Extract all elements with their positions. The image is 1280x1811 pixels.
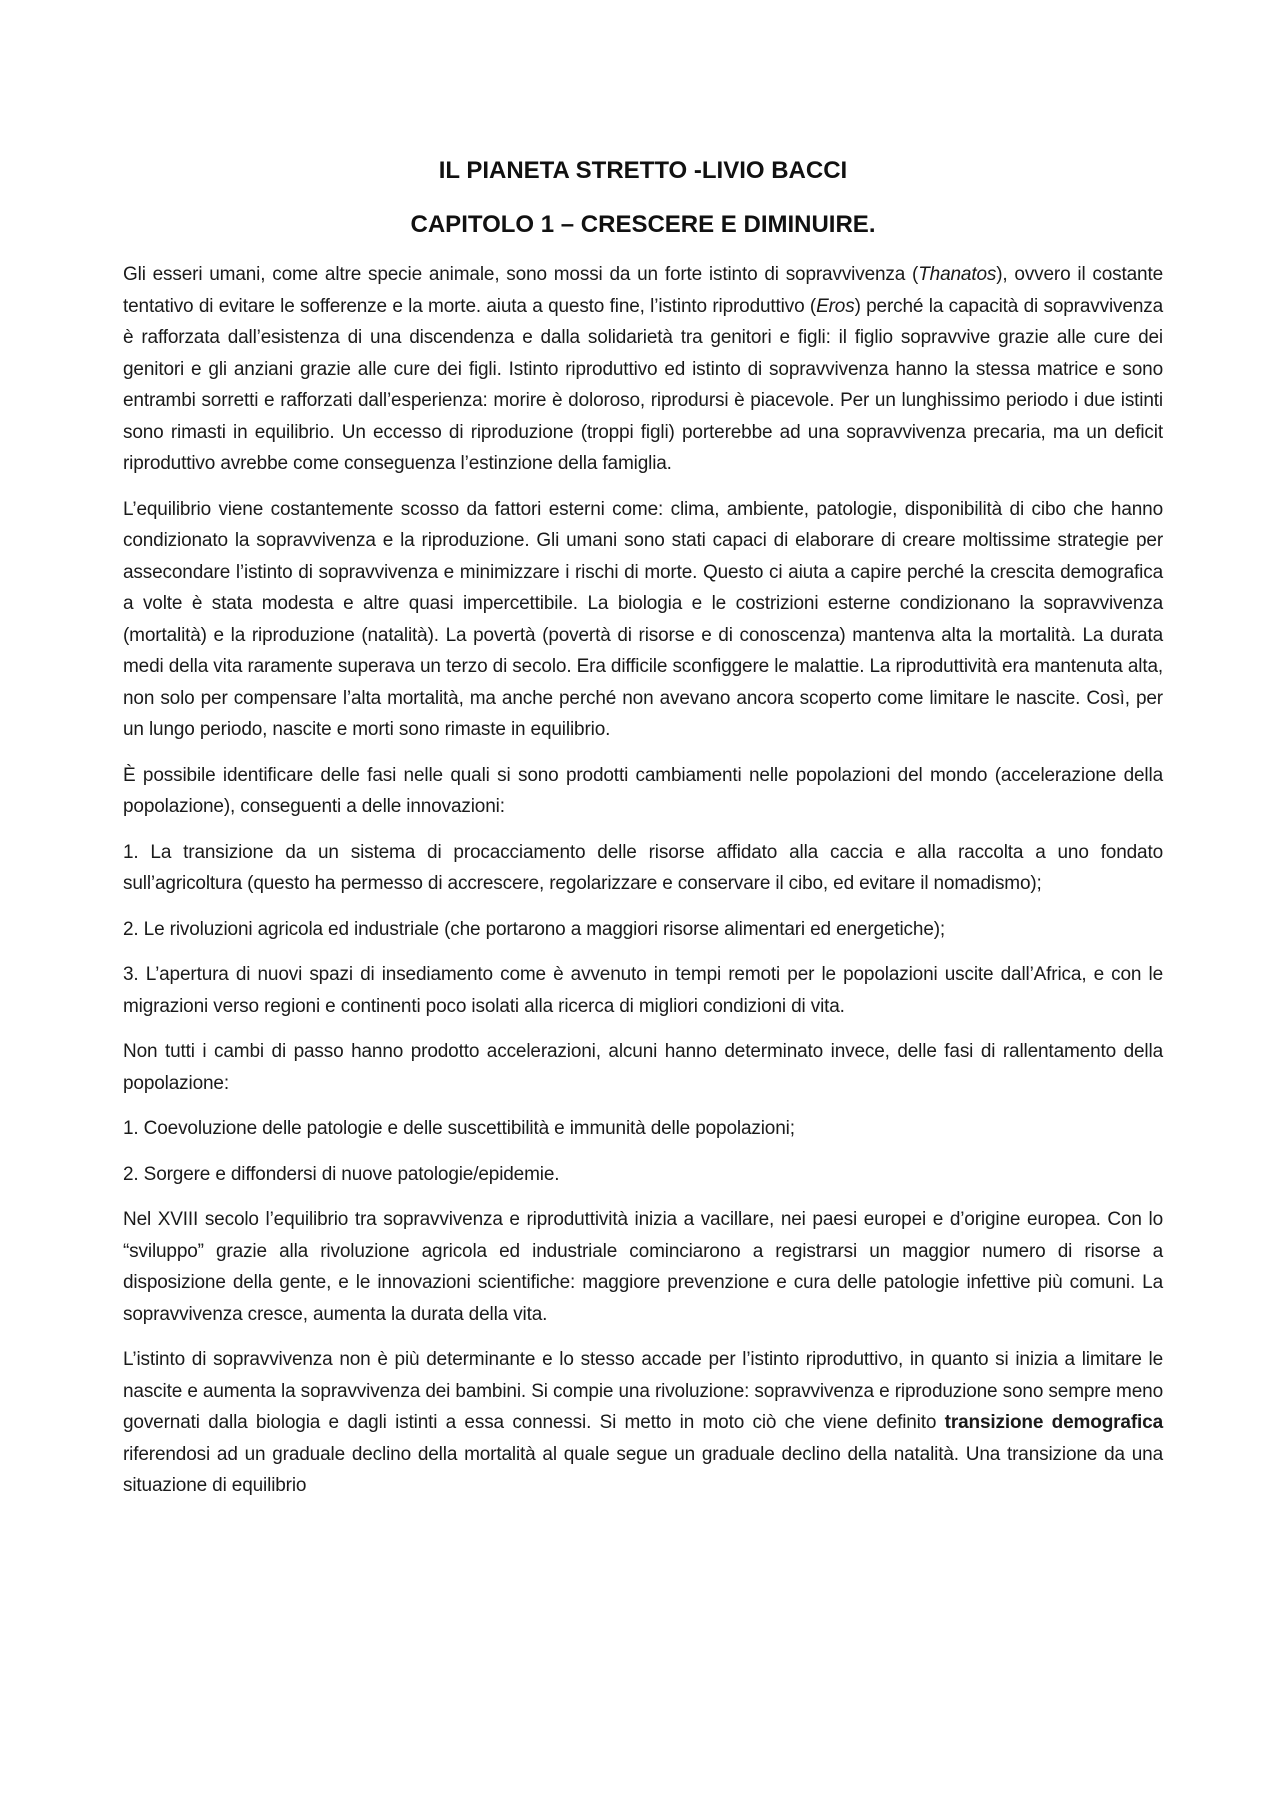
- list-item-acceleration-3: 3. L’apertura di nuovi spazi di insediamento come è avvenuto in tempi remoti per le popolazioni uscite dall’Africa, e con le migrazioni verso regioni e continenti poco isolati alla ricerca di migliori condizioni di vita.: [123, 964, 1163, 1017]
- eros-term: Eros: [816, 295, 855, 317]
- paragraph-11-text-a: L’istinto di sopravvivenza non è più determinante e lo stesso accade per l’istinto riproduttivo, in quanto si inizia a limitare le nascite e aumenta la sopravvivenza dei bambini. Si compie una rivoluzione: sopravvivenza e riproduzione sono sempre meno governati dalla biologia e dagli istinti a essa connessi. Si metto in moto ciò che viene definito: [123, 1349, 1163, 1433]
- list-item-slowdown-1: 1. Coevoluzione delle patologie e delle suscettibilità e immunità delle popolazioni;: [123, 1118, 795, 1139]
- list-item-slowdown-2: 2. Sorgere e diffondersi di nuove patologie/epidemie.: [123, 1163, 560, 1185]
- paragraph-1-text-b: ), ovvero il costante tentativo di evitare le sofferenze e la morte. aiuta a questo fine, l’istinto riproduttivo (: [123, 264, 1163, 317]
- document-title: IL PIANETA STRETTO -LIVIO BACCI: [438, 157, 848, 184]
- transizione-demografica-term: transizione demografica: [944, 1412, 1163, 1433]
- list-item-acceleration-2: 2. Le rivoluzioni agricola ed industriale (che portarono a maggiori risorse alimentari ed energetiche);: [123, 918, 946, 940]
- paragraph-10: Nel XVIII secolo l’equilibrio tra sopravvivenza e riproduttività inizia a vacillare, nei paesi europei e d’origine europea. Con lo “sviluppo” grazie alla rivoluzione agricola ed industriale cominciarono a registrarsi un maggior numero di risorse a disposizione della gente, e le innovazioni scientifiche: maggiore prevenzione e cura delle patologie infettive più comuni. La sopravvivenza cresce, aumenta la durata della vita.: [123, 1209, 1163, 1325]
- paragraph-3: È possibile identificare delle fasi nelle quali si sono prodotti cambiamenti nelle popolazioni del mondo (accelerazione della popolazione), conseguenti a delle innovazioni:: [123, 764, 1163, 817]
- list-item-acceleration-1: 1. La transizione da un sistema di procacciamento delle risorse affidato alla caccia e alla raccolta a uno fondato sull’agricoltura (questo ha permesso di accrescere, regolarizzare e conservare il cibo, ed evitare il nomadismo);: [123, 841, 1163, 894]
- paragraph-2: L’equilibrio viene costantemente scosso da fattori esterni come: clima, ambiente, patologie, disponibilità di cibo che hanno condizionato la sopravvivenza e la riproduzione. Gli umani sono stati capaci di elaborare di creare moltissime strategie per assecondare l’istinto di sopravvivenza e minimizzare i rischi di morte. Questo ci aiuta a capire perché la crescita demografica a volte è stata modesta e altre quasi impercettibile. La biologia e le costrizioni esterne condizionano la sopravvivenza (mortalità) e la riproduzione (natalità). La povertà (povertà di risorse e di conoscenza) mantenva alta la mortalità. La durata medi della vita raramente superava un terzo di secolo. Era difficile sconfiggere le malattie. La riproduttività era mantenuta alta, non solo per compensare l’alta mortalità, ma anche perché non avevano ancora scoperto come limitare le nascite. Così, per un lungo periodo, nascite e morti sono rimaste in equilibrio.: [123, 498, 1163, 740]
- paragraph-11: [123, 1344, 1163, 1502]
- paragraph-1: [123, 259, 1163, 480]
- chapter-heading: CAPITOLO 1 – CRESCERE E DIMINUIRE.: [410, 211, 876, 238]
- paragraph-1-text-c: ) perché la capacità di sopravvivenza è rafforzata dall’esistenza di una discendenza e dalla solidarietà tra genitori e figli: il figlio sopravvive grazie alle cure dei genitori e gli anziani grazie alle cure dei figli. Istinto riproduttivo ed istinto di sopravvivenza hanno la stessa matrice e sono entrambi sorretti e rafforzati dall’esperienza: morire è doloroso, riprodursi è piacevole. Per un lunghissimo periodo i due istinti sono rimasti in equilibrio. Un eccesso di riproduzione (troppi figli) porterebbe ad una sopravvivenza precaria, ma un deficit riproduttivo avrebbe come conseguenza l’estinzione della famiglia.: [123, 295, 1163, 474]
- thanatos-term: Thanatos: [918, 264, 997, 285]
- document-body: [123, 155, 1163, 1516]
- paragraph-7: Non tutti i cambi di passo hanno prodotto accelerazioni, alcuni hanno determinato invece, delle fasi di rallentamento della popolazione:: [123, 1041, 1163, 1094]
- paragraph-11-text-b: riferendosi ad un graduale declino della mortalità al quale segue un graduale declino della natalità. Una transizione da una situazione di equilibrio: [123, 1443, 1163, 1496]
- paragraph-1-text-a: Gli esseri umani, come altre specie animale, sono mossi da un forte istinto di sopravvivenza (: [123, 264, 919, 285]
